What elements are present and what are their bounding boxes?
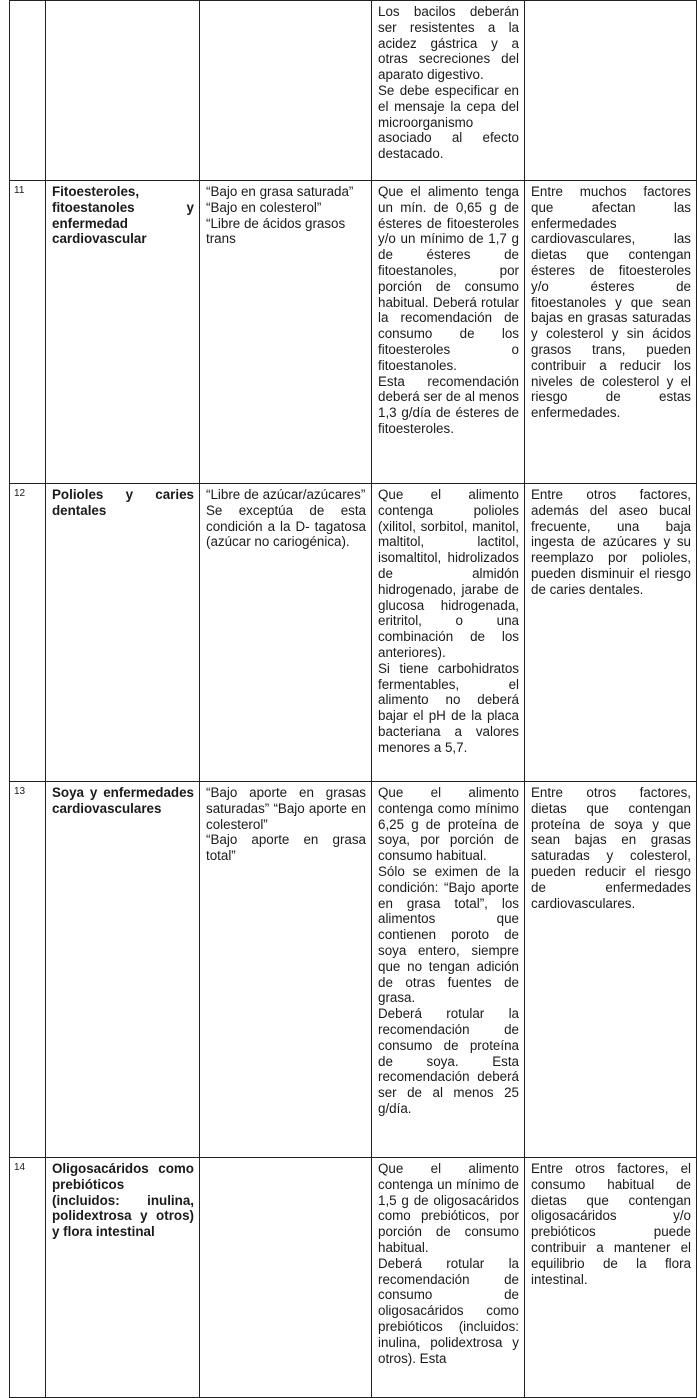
relation-cell: [46, 1, 200, 181]
requirement-text: Sólo se eximen de la condición: “Bajo aporte en grasa total”, los alimentos que contienen poroto de soya entero, siempre que no tengan adición de otras fuentes de grasa.: [378, 863, 519, 1006]
row-number: 13: [10, 782, 46, 1158]
conditions-cell: [200, 484, 372, 782]
requirement-text: Que el alimento contenga como mínimo 6,25 g de proteína de soya, por porción de consumo habitual.: [378, 785, 519, 864]
condition-text: “Bajo aporte en grasa total”: [206, 832, 366, 864]
message-text: Entre otros factores, dietas que contengan proteína de soya y que sean bajas en grasas saturadas y colesterol, pueden reducir el riesgo de enfermedades cardiovasculares.: [531, 785, 691, 911]
relation-cell: Oligosacáridos como prebióticos (incluidos: inulina, polidextrosa y otros) y flora intestinal: [46, 1158, 200, 1398]
requirement-text: Se debe especificar en el mensaje la cepa del microorganismo asociado al efecto destacado.: [378, 82, 519, 162]
conditions-cell: [200, 1158, 372, 1398]
condition-text: “Bajo en colesterol”: [206, 199, 322, 215]
requirement-text: Deberá rotular la recomendación de consumo de oligosacáridos como prebióticos (incluidos: inulina, polidextrosa y otros). Esta: [378, 1255, 519, 1366]
requirements-cell: [372, 181, 525, 484]
table-row: [10, 1, 697, 181]
condition-text: “Libre de azúcar/azúcares”: [206, 487, 366, 502]
requirement-text: Los bacilos deberán ser resistentes a la acidez gástrica y a otras secreciones del aparato digestivo.: [378, 4, 519, 83]
row-number: 12: [10, 484, 46, 782]
requirements-cell: [372, 782, 525, 1158]
message-cell: [525, 484, 697, 782]
requirement-text: Que el alimento tenga un mín. de 0,65 g de ésteres de fitoesteroles y/o un mínimo de 1,7 g de ésteres de fitoestanoles, por porción de consumo habitual. Deberá rotular la recomendación de consumo de los fitoesteroles o fitoestanoles.: [378, 184, 519, 373]
table-row: [10, 484, 697, 782]
requirement-text: Que el alimento contenga polioles (xilitol, sorbitol, manitol, maltitol, lactitol, isomaltitol, hidrolizados de almidón hidrogenado, jarabe de glucosa hidrogenada, eritritol, o una combinación de los anteriores).: [378, 487, 519, 660]
message-cell: [525, 1, 697, 181]
row-number: 11: [10, 181, 46, 484]
relation-cell: Polioles y caries dentales: [46, 484, 200, 782]
table-row: [10, 181, 697, 484]
message-text: Entre muchos factores que afectan las enfermedades cardiovasculares, las dietas que contengan ésteres de fitoesteroles y/o ésteres de fitoestanoles y que sean bajas en grasas saturadas y colesterol y sin ácidos grasos trans, pueden contribuir a reducir los niveles de colesterol y el riesgo de estas enfermedades.: [531, 184, 691, 421]
health-claims-table: [9, 0, 697, 1398]
condition-text: Se exceptúa de esta condición a la D- tagatosa (azúcar no cariogénica).: [206, 502, 366, 550]
message-cell: [525, 1158, 697, 1398]
row-number: [10, 1, 46, 181]
condition-text: “Libre de ácidos grasos trans: [206, 215, 346, 247]
relation-cell: Fitoesteroles, fitoestanoles y enfermedad cardiovascular: [46, 181, 200, 484]
requirement-text: Si tiene carbohidratos fermentables, el alimento no deberá bajar el pH de la placa bacteriana a valores menores a 5,7.: [378, 660, 519, 755]
condition-text: “Bajo aporte en grasas saturadas” “Bajo aporte en colesterol”: [206, 785, 366, 832]
conditions-cell: [200, 1, 372, 181]
table-row: [10, 782, 697, 1158]
requirement-text: Deberá rotular la recomendación de consumo de proteína de soya. Esta recomendación deberá ser de al menos 25 g/día.: [378, 1006, 519, 1116]
conditions-cell: [200, 181, 372, 484]
requirement-text: Que el alimento contenga un mínimo de 1,5 g de oligosacáridos como prebióticos, por porción de consumo habitual.: [378, 1161, 519, 1255]
message-text: Entre otros factores, el consumo habitual de dietas que contengan oligosacáridos y/o prebióticos puede contribuir a mantener el equilibrio de la flora intestinal.: [531, 1161, 691, 1287]
conditions-cell: [200, 782, 372, 1158]
message-cell: [525, 782, 697, 1158]
requirement-text: Esta recomendación deberá ser de al menos 1,3 g/día de ésteres de fitoesteroles.: [378, 373, 519, 436]
table-row: [10, 1158, 697, 1398]
message-text: Entre otros factores, además del aseo bucal frecuente, una baja ingesta de azúcares y su reemplazo por polioles, pueden disminuir el riesgo de caries dentales.: [531, 487, 691, 597]
condition-text: “Bajo en grasa saturada”: [206, 184, 354, 199]
relation-cell: Soya y enfermedades cardiovasculares: [46, 782, 200, 1158]
requirements-cell: [372, 484, 525, 782]
row-number: 14: [10, 1158, 46, 1398]
requirements-cell: [372, 1, 525, 181]
requirements-cell: [372, 1158, 525, 1398]
message-cell: [525, 181, 697, 484]
